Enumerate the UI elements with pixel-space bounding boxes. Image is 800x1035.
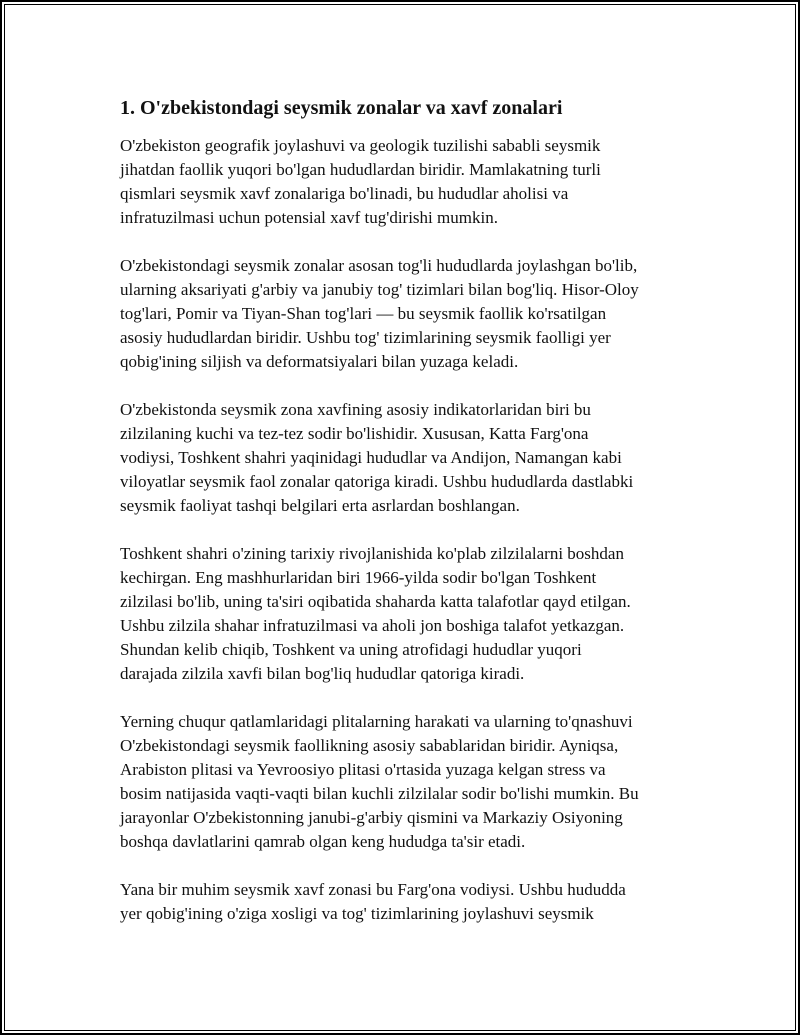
paragraph-line: jihatdan faollik yuqori bo'lgan hududlardan biridir. Mamlakatning turli — [120, 160, 601, 179]
paragraph-line: asosiy hududlardan biridir. Ushbu tog' tizimlarining seysmik faolligi yer — [120, 328, 611, 347]
paragraph-line: kechirgan. Eng mashhurlaridan biri 1966-yilda sodir bo'lgan Toshkent — [120, 568, 597, 587]
paragraph-2 — [120, 254, 690, 374]
paragraph-line: vodiysi, Toshkent shahri yaqinidagi hududlar va Andijon, Namangan kabi — [120, 448, 622, 467]
paragraph-line: yer qobig'ining o'ziga xosligi va tog' tizimlarining joylashuvi seysmik — [120, 904, 594, 923]
paragraph-line: Ushbu zilzila shahar infratuzilmasi va aholi jon boshiga talafot yetkazgan. — [120, 616, 625, 635]
paragraph-line: Shundan kelib chiqib, Toshkent va uning atrofidagi hududlar yuqori — [120, 640, 582, 659]
paragraph-line: qobig'ining siljish va deformatsiyalari bilan yuzaga keladi. — [120, 352, 519, 371]
paragraph-3 — [120, 398, 690, 518]
paragraph-line: qismlari seysmik xavf zonalariga bo'linadi, bu hududlar aholisi va — [120, 184, 569, 203]
paragraph-line: zilzilasi bo'lib, uning ta'siri oqibatida shaharda katta talafotlar qayd etilgan. — [120, 592, 631, 611]
paragraph-line: O'zbekistondagi seysmik zonalar asosan tog'li hududlarda joylashgan bo'lib, — [120, 256, 638, 275]
paragraph-line: viloyatlar seysmik faol zonalar qatoriga kiradi. Ushbu hududlarda dastlabki — [120, 472, 634, 491]
paragraph-line: O'zbekistondagi seysmik faollikning asosiy sabablaridan biridir. Ayniqsa, — [120, 736, 619, 755]
paragraph-line: zilzilaning kuchi va tez-tez sodir bo'lishidir. Xususan, Katta Farg'ona — [120, 424, 589, 443]
paragraph-6 — [120, 878, 690, 926]
paragraph-line: O'zbekistonda seysmik zona xavfining asosiy indikatorlaridan biri bu — [120, 400, 591, 419]
paragraph-line: O'zbekiston geografik joylashuvi va geologik tuzilishi sababli seysmik — [120, 136, 601, 155]
paragraph-4 — [120, 542, 690, 686]
document-title: 1. O'zbekistondagi seysmik zonalar va xavf zonalari — [120, 97, 563, 119]
paragraph-1 — [120, 134, 690, 230]
paragraph-line: seysmik faoliyat tashqi belgilari erta asrlardan boshlangan. — [120, 496, 520, 515]
paragraph-line: darajada zilzila xavfi bilan bog'liq hududlar qatoriga kiradi. — [120, 664, 525, 683]
paragraph-line: infratuzilmasi uchun potensial xavf tug'dirishi mumkin. — [120, 208, 498, 227]
paragraph-line: boshqa davlatlarini qamrab olgan keng hududga ta'sir etadi. — [120, 832, 526, 851]
paragraph-line: Toshkent shahri o'zining tarixiy rivojlanishida ko'plab zilzilalarni boshdan — [120, 544, 624, 563]
paragraph-line: Arabiston plitasi va Yevroosiyo plitasi o'rtasida yuzaga kelgan stress va — [120, 760, 606, 779]
paragraph-line: ularning aksariyati g'arbiy va janubiy tog' tizimlari bilan bog'liq. Hisor-Oloy — [120, 280, 639, 299]
paragraph-line: jarayonlar O'zbekistonning janubi-g'arbiy qismini va Markaziy Osiyoning — [120, 808, 623, 827]
paragraph-5 — [120, 710, 690, 854]
paragraph-line: Yerning chuqur qatlamlaridagi plitalarning harakati va ularning to'qnashuvi — [120, 712, 633, 731]
document-content — [120, 95, 690, 950]
paragraph-line: Yana bir muhim seysmik xavf zonasi bu Farg'ona vodiysi. Ushbu hududda — [120, 880, 626, 899]
paragraph-line: tog'lari, Pomir va Tiyan-Shan tog'lari — bu seysmik faollik ko'rsatilgan — [120, 304, 607, 323]
paragraph-line: bosim natijasida vaqti-vaqti bilan kuchli zilzilalar sodir bo'lishi mumkin. Bu — [120, 784, 639, 803]
